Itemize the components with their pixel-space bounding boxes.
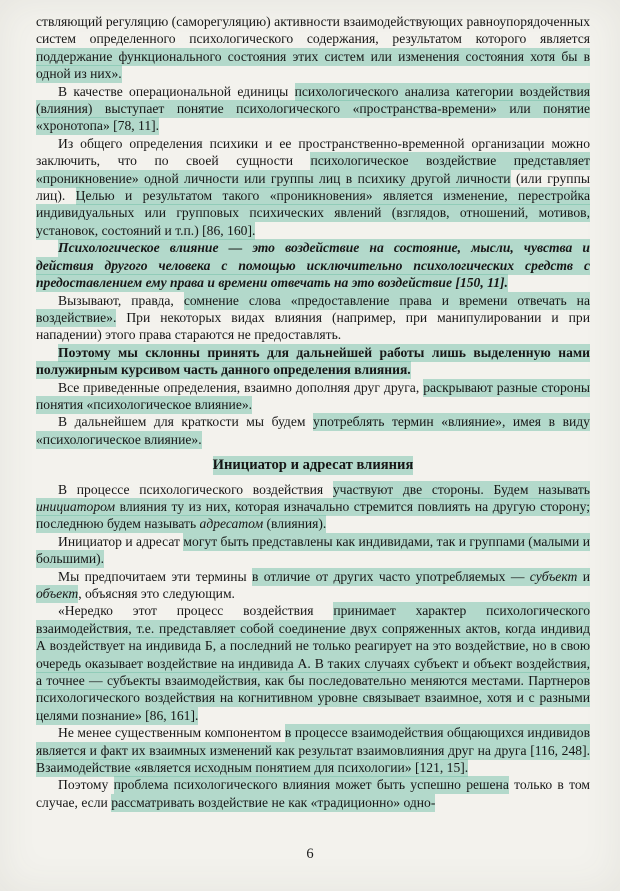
- paragraph: [36, 724, 590, 776]
- paragraph: [36, 413, 590, 448]
- paragraph: [36, 568, 590, 603]
- highlighted-text: психологическое воздействие представляет «проникновение» одной личности или группы лиц в психику другой личности: [36, 153, 590, 186]
- highlighted-text: в процессе взаимодействия общающихся индивидов является и факт их взаимных изменений как результат взаимовлияния друг на друга [116, 248]. Взаимодействие «является исходным понятием для психологии» [121, 15].: [36, 725, 590, 776]
- highlighted-text: принимает характер психологического взаимодействия, т.е. представляет собой соединение двух сопряженных актов, когда индивид А воздействует на индивида Б, а последний не только реагирует на это воздействие, но в свою очередь оказывает воздействие на индивида А. В таких случаях субъект и объект воздействия, а точнее — субъекты взаимодействия, как бы последовательно меняются местами. Партнеров психологического воздействия на когнитивном уровне связывает взаимное, хотя и с разными целями познание» [86, 161].: [36, 603, 590, 723]
- highlighted-text: и: [577, 568, 590, 584]
- highlighted-text: (влияния).: [263, 516, 327, 532]
- highlighted-text: употреблять термин «влияние», имея в виду «психологическое влияние».: [36, 414, 590, 447]
- text-segment: В качестве операциональной единицы: [58, 83, 295, 99]
- highlighted-text: субъект: [529, 568, 578, 584]
- highlighted-text: сомнение слова «предоставление права и времени отвечать на воздействие».: [36, 292, 590, 325]
- paragraph: [36, 481, 590, 533]
- highlighted-text: поддержание функционального состояния этих систем или изменения состояния хотя бы в одной из них».: [36, 48, 590, 82]
- text-segment: «Нередко этот процесс воздействия: [58, 603, 334, 619]
- paragraph: [36, 83, 590, 135]
- highlighted-text: могут быть представлены как индивидами, так и группами (малыми и большими).: [36, 533, 590, 567]
- page-number: 6: [306, 845, 314, 862]
- highlighted-text: влияния ту из них, которая изначально стремится повлиять на другую сторону; последнюю будем называть: [36, 498, 590, 532]
- paragraph: [36, 776, 590, 811]
- paragraph: [36, 13, 590, 83]
- highlighted-text: участвуют две стороны. Будем называть: [332, 481, 590, 497]
- highlighted-text: проблема психологического влияния может быть успешно решена: [113, 777, 509, 793]
- text-segment: , объясняя это следующим.: [78, 586, 235, 601]
- highlighted-text: с предоставлением ему права и времени отвечать на это воздействие [150, 11].: [36, 257, 590, 291]
- page-content: [36, 13, 590, 811]
- text-segment: Из общего определения психики и ее пространственно-временной организации можно заключить, что по своей сущности: [36, 135, 590, 169]
- text-segment: При некоторых видах влияния (например, при манипулировании и при нападении) этого права стараются не предоставлять.: [36, 309, 590, 343]
- text-segment: В процессе психологического воздействия: [58, 481, 333, 497]
- paragraph: [36, 344, 590, 379]
- highlighted-text: рассматривать воздействие не как «традиционно» одно-: [111, 794, 436, 810]
- highlighted-text: в отличие от других часто употребляемых —: [252, 568, 530, 584]
- paragraph: [36, 292, 590, 344]
- paragraph: [36, 135, 590, 239]
- highlighted-text: Поэтому мы склонны принять для дальнейшей работы лишь выделенную нами полужирным курсивом часть данного определения влияния.: [36, 344, 590, 378]
- highlighted-text: Психологическое влияние — это воздействие на состояние, мысли, чувства и действия другого человека с помощью исключительно психологических средств: [36, 240, 590, 273]
- text-segment: Не менее существенным компонентом: [58, 725, 285, 741]
- text-segment: Инициатор и адресат: [58, 533, 184, 549]
- text-segment: (или группы лиц).: [36, 170, 590, 204]
- highlighted-text: Инициатор и адресат влияния: [212, 457, 414, 474]
- highlighted-text: объект: [36, 586, 79, 601]
- paragraph: [36, 379, 590, 414]
- highlighted-text: Целью и результатом такого «проникновения» является изменение, перестройка индивидуальных или групповых психических явлений (взглядов, отношений, мотивов, установок, состояний и т.п.) [86, 160].: [36, 188, 590, 238]
- text-segment: Поэтому: [58, 777, 114, 793]
- paragraph: [36, 239, 590, 291]
- section-heading: [36, 457, 590, 474]
- highlighted-text: раскрывают разные стороны понятия «психологическое влияние».: [36, 379, 590, 412]
- paragraph: [36, 533, 590, 568]
- text-segment: Вызывают, правда,: [58, 292, 184, 308]
- highlighted-text: адресатом: [199, 516, 264, 532]
- highlighted-text: психологического анализа категории воздействия (влияния) выступает понятие психологического «пространства-времени» или понятие «хронотопа» [78, 11].: [36, 83, 590, 134]
- highlighted-text: инициатором: [36, 498, 116, 514]
- text-segment: Мы предпочитаем эти термины: [58, 568, 253, 584]
- text-segment: Все приведенные определения, взаимно дополняя друг друга,: [58, 379, 424, 395]
- text-segment: ствляющий регуляцию (саморегуляцию) активности взаимодействующих равноупорядоченных систем определенного психологического содержания, результатом которого является: [36, 14, 590, 47]
- text-segment: только в том случае, если: [36, 777, 590, 810]
- paragraph: [36, 602, 590, 724]
- text-segment: В дальнейшем для краткости мы будем: [58, 414, 314, 430]
